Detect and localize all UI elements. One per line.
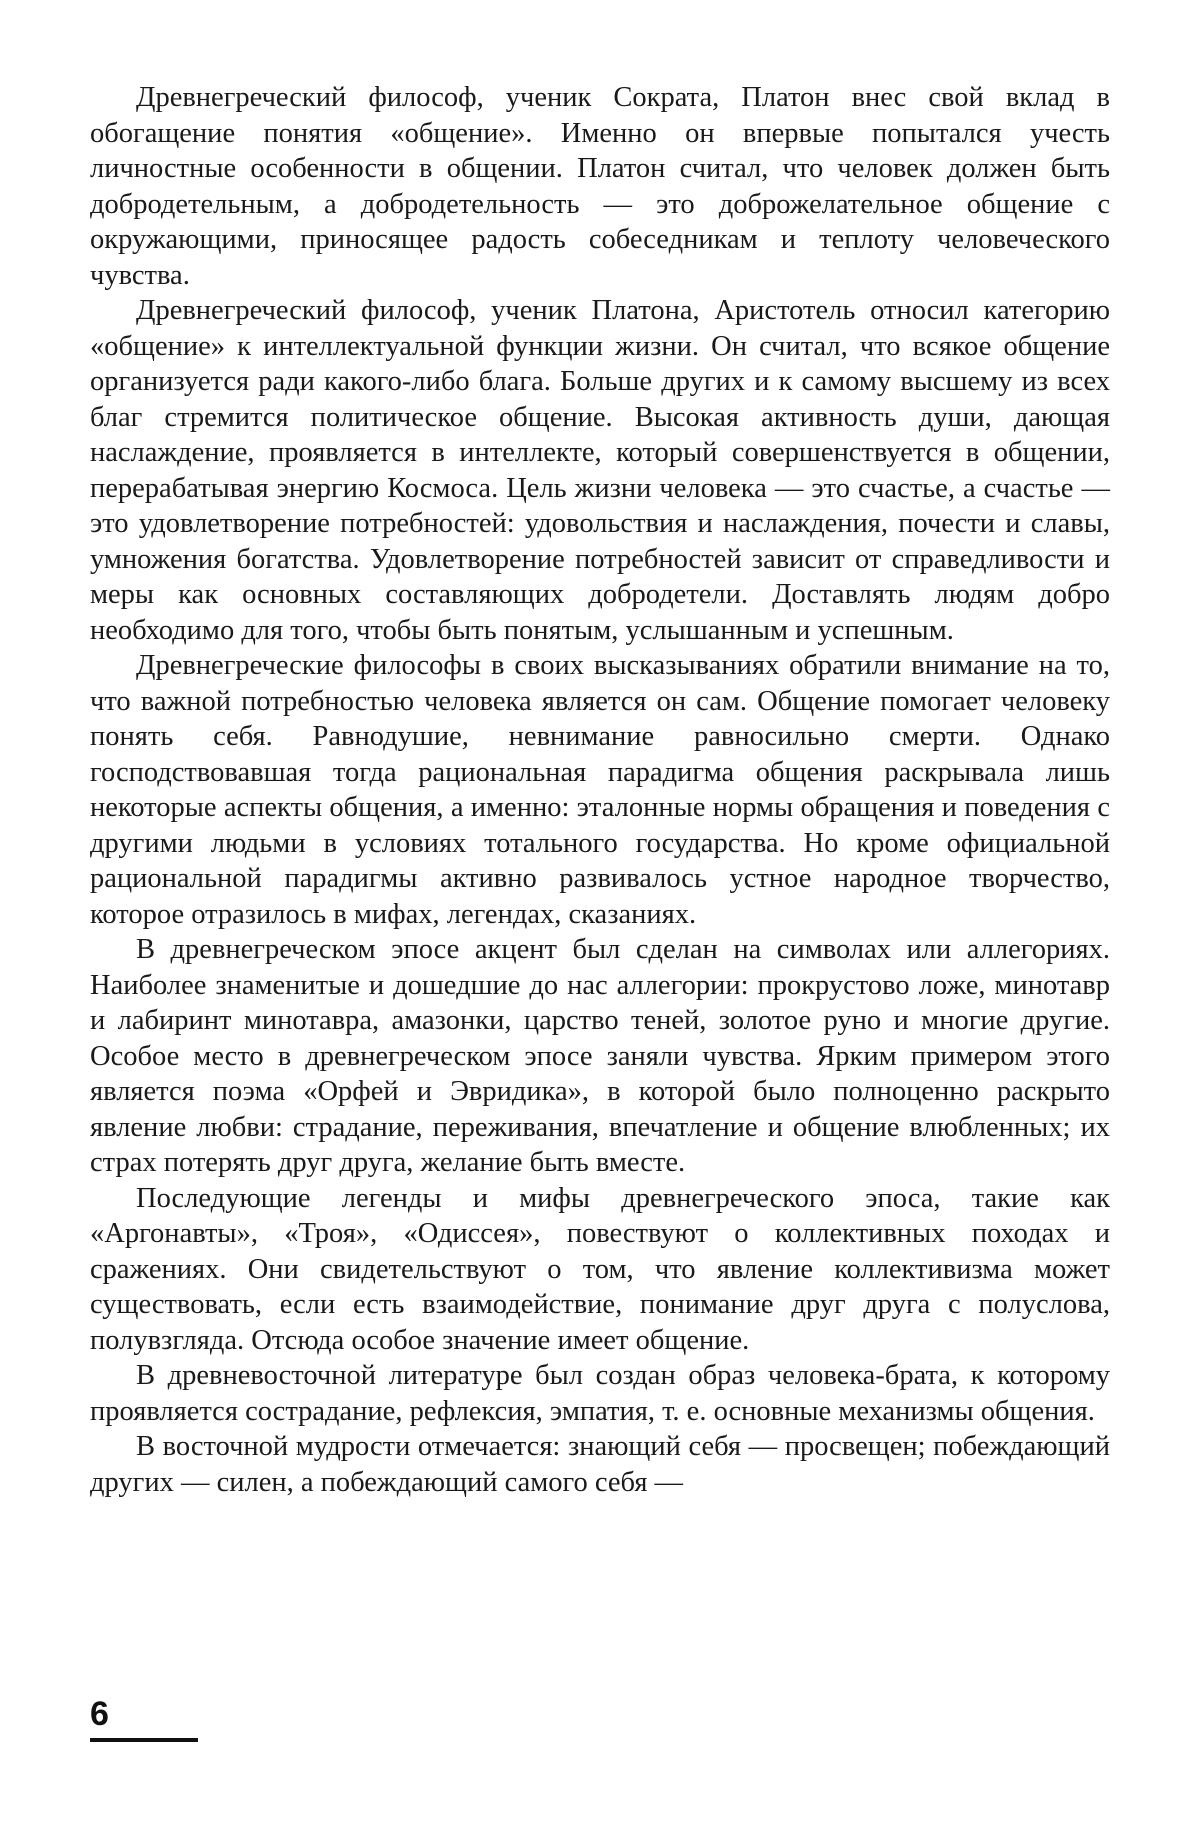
paragraph: Древнегреческий философ, ученик Платона, Аристотель относил категорию «общение» к интеллектуальной функции жизни. Он считал, что всякое общение организуется ради какого-либо блага. Больше других и к самому высшему из всех благ стремится политическое общение. Высокая активность души, дающая наслаждение, проявляется в интеллекте, который совершенствуется в общении, перерабатывая энергию Космоса. Цель жизни человека — это счастье, а счастье — это удовлетворение потребностей: удовольствия и наслаждения, почести и славы, умножения богатства. Удовлетворение потребностей зависит от справедливости и меры как основных составляющих добродетели. Доставлять людям добро необходимо для того, чтобы быть понятым, услышанным и успешным. [90,295,1110,646]
paragraph: В древнегреческом эпосе акцент был сделан на символах или аллегориях. Наиболее знаменитые и дошедшие до нас аллегории: прокрустово ложе, минотавр и лабиринт минотавра, амазонки, царство теней, золотое руно и многие другие. Особое место в древнегреческом эпосе заняли чувства. Ярким примером этого является поэма «Орфей и Эвридика», в которой было полноценно раскрыто явление любви: страдание, переживания, впечатление и общение влюбленных; их страх потерять друг друга, желание быть вместе. [90,934,1110,1178]
paragraph: В восточной мудрости отмечается: знающий себя — просвещен; побеждающий других — силен, а побеждающий самого себя — [90,1431,1110,1498]
paragraph: В древневосточной литературе был создан образ человека-брата, к которому проявляется сострадание, рефлексия, эмпатия, т. е. основные механизмы общения. [90,1360,1110,1427]
paragraph: Последующие легенды и мифы древнегреческого эпоса, такие как «Аргонавты», «Троя», «Одиссея», повествуют о коллективных походах и сражениях. Они свидетельствуют о том, что явление коллективизма может существовать, если есть взаимодействие, понимание друг друга с полуслова, полувзгляда. Отсюда особое значение имеет общение. [90,1182,1110,1356]
page-number-rule [90,1738,198,1742]
paragraph: Древнегреческие философы в своих высказываниях обратили внимание на то, что важной потребностью человека является он сам. Общение помогает человеку понять себя. Равнодушие, невнимание равносильно смерти. Однако господствовавшая тогда рациональная парадигма общения раскрывала лишь некоторые аспекты общения, а именно: эталонные нормы обращения и поведения с другими людьми в условиях тотального государства. Но кроме официальной рациональной парадигмы активно развивалось устное народное творчество, которое отразилось в мифах, легендах, сказаниях. [90,650,1110,930]
page-body-text [90,80,1110,1500]
page-number: 6 [90,1695,109,1733]
paragraph: Древнегреческий философ, ученик Сократа, Платон внес свой вклад в обогащение понятия «общение». Именно он впервые попытался учесть личностные особенности в общении. Платон считал, что человек должен быть добродетельным, а добродетельность — это доброжелательное общение с окружающими, приносящее радость собеседникам и теплоту человеческого чувства. [90,82,1110,291]
